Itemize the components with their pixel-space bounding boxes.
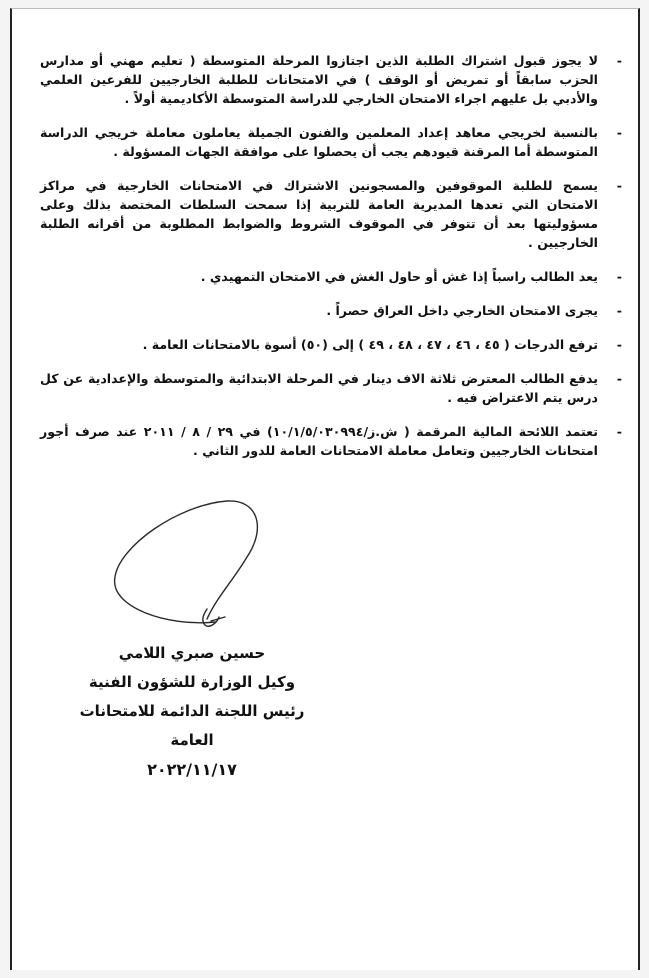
document-page — [10, 8, 640, 970]
list-item — [40, 176, 624, 252]
list-item — [40, 51, 624, 108]
item-text: بالنسبة لخريجي معاهد إعداد المعلمين والفنون الجميلة يعاملون معاملة خريجي الدراسة المتوسطة أما المرقنة قيودهم يجب أن يحصلوا على موافقة الجهات المسؤولة . — [40, 125, 598, 159]
item-text: يجرى الامتحان الخارجي داخل العراق حصراً . — [326, 303, 598, 318]
list-item — [40, 123, 624, 161]
item-text: لا يجوز قبول اشتراك الطلبة الذين اجتازوا المرحلة المتوسطة ( تعليم مهني أو مدارس الحزب سابقاً أو تمريض أو الوقف ) في الامتحانات للطلبة الخارجيين للفرعين العلمي والأدبي بل عليهم اجراء الامتحان الخارجي للدراسة المتوسطة الأكاديمية أولاً . — [40, 53, 598, 106]
item-text: يدفع الطالب المعترض ثلاثة الاف دينار في المرحلة الابتدائية والمتوسطة والإعدادية عن كل درس يتم الاعتراض فيه . — [40, 371, 598, 405]
item-text: يسمح للطلبة الموقوفين والمسجونين الاشتراك في الامتحانات الخارجية في مراكز الامتحان التي تعدها المديرية العامة للتربية إذا سمحت السلطات المختصة بذلك وعلى مسؤوليتها بعد أن تتوفر في الموقوف الشروط والضوابط المطلوبة من أقرانه الطلبة الخارجيين . — [40, 178, 598, 250]
instructions-list — [40, 51, 624, 475]
item-text: تعتمد اللائحة المالية المرقمة ( ش.ز/١٠/١/٥/٠٣٠٩٩٤) في ٢٩ / ٨ / ٢٠١١ عند صرف أجور امتحانات الخارجيين وتعامل معاملة الامتحانات العامة للدور الثاني . — [40, 424, 598, 458]
list-item — [40, 422, 624, 460]
signatory-title: وكيل الوزارة للشؤون الفنية — [88, 673, 296, 691]
bullet: - — [616, 178, 622, 193]
document-date: ٢٠٢٢/١١/١٧ — [147, 760, 237, 779]
item-text: ترفع الدرجات ( ٤٥ ، ٤٦ ، ٤٧ ، ٤٨ ، ٤٩ ) إلى (٥٠) أسوة بالامتحانات العامة . — [142, 337, 598, 352]
list-item — [40, 369, 624, 407]
bullet: - — [616, 269, 622, 284]
bullet: - — [616, 303, 622, 318]
bullet: - — [616, 337, 622, 352]
item-text: يعد الطالب راسباً إذا غش أو حاول الغش في الامتحان التمهيدي . — [200, 269, 598, 284]
bullet: - — [616, 125, 622, 140]
signature-block — [72, 639, 312, 784]
bullet: - — [616, 371, 622, 386]
list-item — [40, 335, 624, 354]
bullet: - — [616, 424, 622, 439]
bullet: - — [616, 53, 622, 68]
committee-title: رئيس اللجنة الدائمة للامتحانات العامة — [79, 702, 305, 749]
signatory-name: حسين صبري اللامي — [118, 644, 266, 662]
list-item — [40, 267, 624, 286]
list-item — [40, 301, 624, 320]
handwritten-signature — [107, 497, 267, 637]
